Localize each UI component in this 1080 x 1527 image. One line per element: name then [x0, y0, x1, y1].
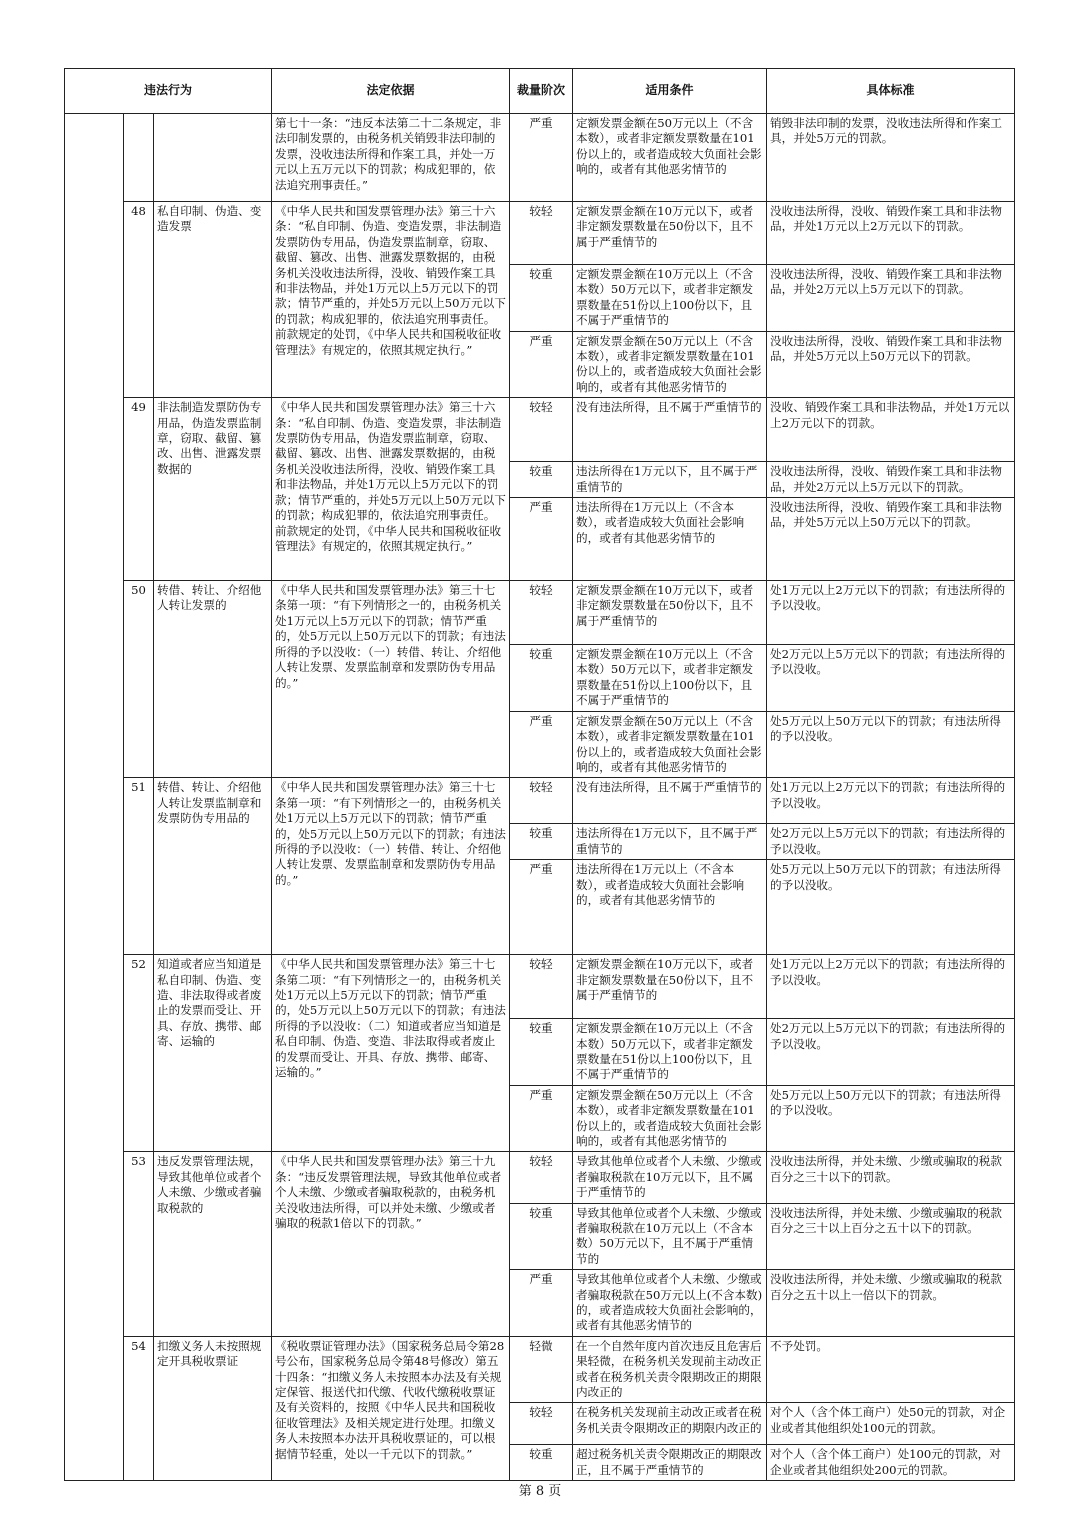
standard-cell: 没收违法所得，没收、销毁作案工具和非法物品，并处2万元以上5万元以下的罚款。 [767, 265, 1015, 332]
table-row [65, 1336, 1015, 1403]
level-cell: 较重 [510, 1019, 573, 1086]
category-cell [65, 114, 124, 1481]
violation-cell: 私自印制、伪造、变造发票 [154, 202, 272, 398]
level-cell: 较轻 [510, 398, 573, 462]
level-cell: 较重 [510, 824, 573, 860]
header-violation: 违法行为 [65, 69, 272, 114]
item-number: 50 [124, 581, 154, 778]
standard-cell: 处5万元以上50万元以下的罚款；有违法所得的予以没收。 [767, 1085, 1015, 1152]
condition-cell: 定额发票金额在10万元以下，或者非定额发票数量在50份以下，且不属于严重情节的 [573, 955, 767, 1019]
item-number: 52 [124, 955, 154, 1152]
table-row [65, 955, 1015, 1019]
condition-cell: 定额发票金额在10万元以上（不含本数）50万元以下，或者非定额发票数量在51份以上100份以下，且不属于严重情节的 [573, 1019, 767, 1086]
violation-cell: 扣缴义务人未按照规定开具税收票证 [154, 1336, 272, 1480]
condition-cell: 定额发票金额在10万元以上（不含本数）50万元以下，或者非定额发票数量在51份以上100份以下，且不属于严重情节的 [573, 265, 767, 332]
table-row [65, 581, 1015, 645]
condition-cell: 定额发票金额在50万元以上（不含本数），或者非定额发票数量在101份以上的，或者造成较大负面社会影响的，或者有其他恶劣情节的 [573, 114, 767, 202]
standard-cell: 没收违法所得，没收、销毁作案工具和非法物品，并处5万元以上50万元以下的罚款。 [767, 331, 1015, 398]
condition-cell: 定额发票金额在10万元以下，或者非定额发票数量在50份以下，且不属于严重情节的 [573, 581, 767, 645]
item-number: 48 [124, 202, 154, 398]
condition-cell: 定额发票金额在10万元以下，或者非定额发票数量在50份以下，且不属于严重情节的 [573, 202, 767, 265]
level-cell: 严重 [510, 1085, 573, 1152]
condition-cell: 没有违法所得，且不属于严重情节的 [573, 398, 767, 462]
violation-cell: 知道或者应当知道是私自印制、伪造、变造、非法取得或者废止的发票而受让、开具、存放、携带、邮寄、运输的 [154, 955, 272, 1152]
item-number [124, 114, 154, 202]
table-row [65, 1152, 1015, 1203]
condition-cell: 定额发票金额在10万元以上（不含本数）50万元以下，或者非定额发票数量在51份以上100份以下，且不属于严重情节的 [573, 645, 767, 712]
level-cell: 较重 [510, 645, 573, 712]
basis-cell: 《中华人民共和国发票管理办法》第三十七条第二项：“有下列情形之一的，由税务机关处1万元以上5万元以下的罚款；情节严重的，处5万元以上50万元以下的罚款；有违法所得的予以没收：（二）知道或者应当知道是私自印制、伪造、变造、非法取得或者废止的发票而受让、开具、存放、携带、邮寄、运输的。” [272, 955, 510, 1152]
standard-cell: 处2万元以上5万元以下的罚款；有违法所得的予以没收。 [767, 1019, 1015, 1086]
standard-cell: 对个人（含个体工商户）处50元的罚款，对企业或者其他组织处100元的罚款。 [767, 1403, 1015, 1445]
condition-cell: 在税务机关发现前主动改正或者在税务机关责令限期改正的期限内改正的 [573, 1403, 767, 1445]
violation-cell: 违反发票管理法规，导致其他单位或者个人未缴、少缴或者骗取税款的 [154, 1152, 272, 1336]
level-cell: 较轻 [510, 1403, 573, 1445]
header-level: 裁量阶次 [510, 69, 573, 114]
violation-cell: 转借、转让、介绍他人转让发票监制章和发票防伪专用品的 [154, 778, 272, 955]
standard-cell: 没收违法所得，没收、销毁作案工具和非法物品，并处2万元以上5万元以下的罚款。 [767, 462, 1015, 498]
item-number: 53 [124, 1152, 154, 1336]
level-cell: 较重 [510, 1203, 573, 1270]
basis-cell: 《中华人民共和国发票管理办法》第三十六条：“私自印制、伪造、变造发票，非法制造发票防伪专用品，伪造发票监制章，窃取、截留、篡改、出售、泄露发票数据的，由税务机关没收违法所得，没收、销毁作案工具和非法物品，并处1万元以上5万元以下的罚款；情节严重的，并处5万元以上50万元以下的罚款；构成犯罪的，依法追究刑事责任。前款规定的处罚，《中华人民共和国税收征收管理法》有规定的，依照其规定执行。” [272, 398, 510, 581]
level-cell: 严重 [510, 498, 573, 581]
basis-cell: 第七十一条：“违反本法第二十二条规定，非法印制发票的，由税务机关销毁非法印制的发票，没收违法所得和作案工具，并处一万元以上五万元以下的罚款；构成犯罪的，依法追究刑事责任。” [272, 114, 510, 202]
standard-cell: 处1万元以上2万元以下的罚款；有违法所得的予以没收。 [767, 581, 1015, 645]
item-number: 51 [124, 778, 154, 955]
condition-cell: 定额发票金额在50万元以上（不含本数），或者非定额发票数量在101份以上的，或者造成较大负面社会影响的，或者有其他恶劣情节的 [573, 711, 767, 778]
condition-cell: 违法所得在1万元以上（不含本数），或者造成较大负面社会影响的，或者有其他恶劣情节的 [573, 498, 767, 581]
standard-cell: 处5万元以上50万元以下的罚款；有违法所得的予以没收。 [767, 860, 1015, 955]
condition-cell: 在一个自然年度内首次违反且危害后果轻微，在税务机关发现前主动改正或者在税务机关责令限期改正的期限内改正的 [573, 1336, 767, 1403]
level-cell: 严重 [510, 1270, 573, 1337]
table-row [65, 114, 1015, 202]
level-cell: 较重 [510, 462, 573, 498]
standard-cell: 不予处罚。 [767, 1336, 1015, 1403]
standard-cell: 没收违法所得，并处未缴、少缴或骗取的税款百分之五十以上一倍以下的罚款。 [767, 1270, 1015, 1337]
condition-cell: 导致其他单位或者个人未缴、少缴或者骗取税款在10万元以上（不含本数）50万元以下，且不属于严重情节的 [573, 1203, 767, 1270]
level-cell: 较重 [510, 265, 573, 332]
basis-cell: 《税收票证管理办法》（国家税务总局令第28号公布，国家税务总局令第48号修改）第五十四条：“扣缴义务人未按照本办法及有关规定保管、报送代扣代缴、代收代缴税收票证及有关资料的，按照《中华人民共和国税收征收管理法》及相关规定进行处理。扣缴义务人未按照本办法开具税收票证的，可以根据情节轻重，处以一千元以下的罚款。” [272, 1336, 510, 1480]
condition-cell: 违法所得在1万元以下，且不属于严重情节的 [573, 824, 767, 860]
basis-cell: 《中华人民共和国发票管理办法》第三十七条第一项：“有下列情形之一的，由税务机关处1万元以上5万元以下的罚款；情节严重的，处5万元以上50万元以下的罚款；有违法所得的予以没收：（一）转借、转让、介绍他人转让发票、发票监制章和发票防伪专用品的。” [272, 778, 510, 955]
level-cell: 严重 [510, 114, 573, 202]
level-cell: 较轻 [510, 778, 573, 824]
basis-cell: 《中华人民共和国发票管理办法》第三十七条第一项：“有下列情形之一的，由税务机关处1万元以上5万元以下的罚款；情节严重的，处5万元以上50万元以下的罚款；有违法所得的予以没收：（一）转借、转让、介绍他人转让发票、发票监制章和发票防伪专用品的。” [272, 581, 510, 778]
condition-cell: 违法所得在1万元以上（不含本数），或者造成较大负面社会影响的，或者有其他恶劣情节的 [573, 860, 767, 955]
basis-cell: 《中华人民共和国发票管理办法》第三十九条：“违反发票管理法规，导致其他单位或者个人未缴、少缴或者骗取税款的，由税务机关没收违法所得，可以并处未缴、少缴或者骗取的税款1倍以下的罚款。” [272, 1152, 510, 1336]
standard-cell: 处2万元以上5万元以下的罚款；有违法所得的予以没收。 [767, 824, 1015, 860]
standard-cell: 销毁非法印制的发票，没收违法所得和作案工具，并处5万元的罚款。 [767, 114, 1015, 202]
level-cell: 较轻 [510, 955, 573, 1019]
level-cell: 严重 [510, 711, 573, 778]
basis-cell: 《中华人民共和国发票管理办法》第三十六条：“私自印制、伪造、变造发票，非法制造发票防伪专用品，伪造发票监制章，窃取、截留、篡改、出售、泄露发票数据的，由税务机关没收违法所得，没收、销毁作案工具和非法物品，并处1万元以上5万元以下的罚款；情节严重的，并处5万元以上50万元以下的罚款；构成犯罪的，依法追究刑事责任。前款规定的处罚，《中华人民共和国税收征收管理法》有规定的，依照其规定执行。” [272, 202, 510, 398]
penalty-table [64, 68, 1015, 1481]
level-cell: 严重 [510, 860, 573, 955]
standard-cell: 没收、销毁作案工具和非法物品，并处1万元以上2万元以下的罚款。 [767, 398, 1015, 462]
standard-cell: 没收违法所得，并处未缴、少缴或骗取的税款百分之三十以上百分之五十以下的罚款。 [767, 1203, 1015, 1270]
item-number: 49 [124, 398, 154, 581]
violation-cell: 转借、转让、介绍他人转让发票的 [154, 581, 272, 778]
standard-cell: 对个人（含个体工商户）处100元的罚款，对企业或者其他组织处200元的罚款。 [767, 1445, 1015, 1481]
condition-cell: 导致其他单位或者个人未缴、少缴或者骗取税款在10万元以下，且不属于严重情节的 [573, 1152, 767, 1203]
level-cell: 轻微 [510, 1336, 573, 1403]
standard-cell: 处1万元以上2万元以下的罚款；有违法所得的予以没收。 [767, 778, 1015, 824]
table-row [65, 398, 1015, 462]
violation-cell: 非法制造发票防伪专用品，伪造发票监制章，窃取、截留、篡改、出售、泄露发票数据的 [154, 398, 272, 581]
header-standard: 具体标准 [767, 69, 1015, 114]
standard-cell: 处2万元以上5万元以下的罚款；有违法所得的予以没收。 [767, 645, 1015, 712]
violation-cell [154, 114, 272, 202]
standard-cell: 处1万元以上2万元以下的罚款；有违法所得的予以没收。 [767, 955, 1015, 1019]
condition-cell: 导致其他单位或者个人未缴、少缴或者骗取税款在50万元以上(不含本数)的，或者造成较大负面社会影响的，或者有其他恶劣情节的 [573, 1270, 767, 1337]
table-row [65, 202, 1015, 265]
level-cell: 较重 [510, 1445, 573, 1481]
condition-cell: 定额发票金额在50万元以上（不含本数），或者非定额发票数量在101份以上的，或者造成较大负面社会影响的，或者有其他恶劣情节的 [573, 331, 767, 398]
header-row [65, 69, 1015, 114]
header-condition: 适用条件 [573, 69, 767, 114]
standard-cell: 处5万元以上50万元以下的罚款；有违法所得的予以没收。 [767, 711, 1015, 778]
page-number: 第 8 页 [518, 1484, 562, 1499]
condition-cell: 违法所得在1万元以下，且不属于严重情节的 [573, 462, 767, 498]
table-row [65, 778, 1015, 824]
level-cell: 较轻 [510, 202, 573, 265]
condition-cell: 超过税务机关责令限期改正的期限改正，且不属于严重情节的 [573, 1445, 767, 1481]
standard-cell: 没收违法所得，没收、销毁作案工具和非法物品，并处1万元以上2万元以下的罚款。 [767, 202, 1015, 265]
level-cell: 严重 [510, 331, 573, 398]
item-number: 54 [124, 1336, 154, 1480]
condition-cell: 没有违法所得，且不属于严重情节的 [573, 778, 767, 824]
condition-cell: 定额发票金额在50万元以上（不含本数），或者非定额发票数量在101份以上的，或者造成较大负面社会影响的，或者有其他恶劣情节的 [573, 1085, 767, 1152]
level-cell: 较轻 [510, 581, 573, 645]
standard-cell: 没收违法所得，没收、销毁作案工具和非法物品，并处5万元以上50万元以下的罚款。 [767, 498, 1015, 581]
header-basis: 法定依据 [272, 69, 510, 114]
level-cell: 较轻 [510, 1152, 573, 1203]
standard-cell: 没收违法所得，并处未缴、少缴或骗取的税款百分之三十以下的罚款。 [767, 1152, 1015, 1203]
